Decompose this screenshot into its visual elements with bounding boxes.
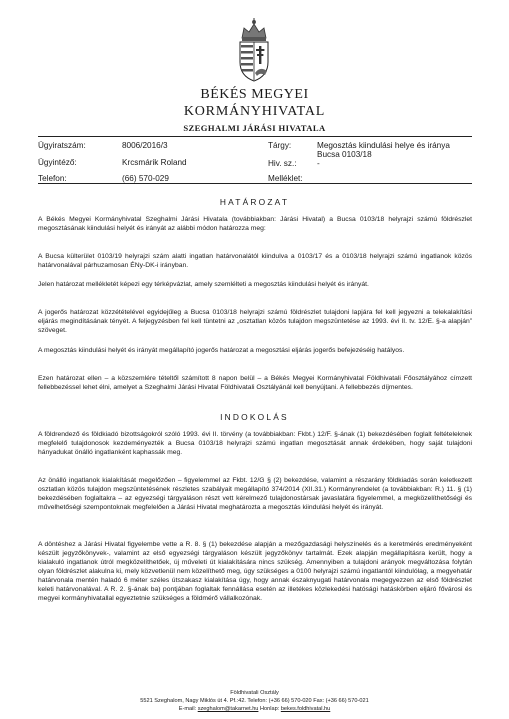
decision-paragraph-3: Jelen határozat mellékletét képezi egy térképvázlat, amely szemlélteti a megosztás kiindulási helyét és irányát. xyxy=(38,281,369,288)
footer-homepage-label: Honlap: xyxy=(258,706,281,712)
agency-name-line2: KORMÁNYHIVATAL xyxy=(183,104,326,119)
decision-heading: HATÁROZAT xyxy=(219,197,290,207)
hungarian-coat-of-arms-icon xyxy=(232,18,276,82)
justification-heading: INDOKOLÁS xyxy=(220,412,289,422)
office-name: SZEGHALMI JÁRÁSI HIVATALA xyxy=(183,123,326,133)
footer-homepage-link[interactable]: bekes.foldhivatal.hu xyxy=(280,706,331,712)
footer-address: 5521 Szeghalom, Nagy Miklós út 4. Pf.:42. Telefon: (+36 66) 570-020 Fax: (+36 66) 570-021 xyxy=(140,698,369,704)
administrator-label: Ügyintéző: xyxy=(38,158,77,167)
subject-label: Tárgy: xyxy=(268,141,292,150)
decision-paragraph-2: A Bucsa külterület 0103/19 helyrajzi szám alatti ingatlan határvonalától kiindulva a 0103/17 és a 0103/18 helyrajzi számú ingatlanok közös határvonalával párhuzamosan ÉNy-DK-i irányban. xyxy=(38,253,472,269)
case-number-value: 8006/2016/3 xyxy=(122,141,168,150)
justification-paragraph-2: Az önálló ingatlanok kialakítását megelőzően – figyelemmel az Fkbt. 12/G § (2) bekezdése, valamint a részarány földkiadás során keletkezett osztatlan közös tulajdon megszüntetésének részletes szabályait megállapító 374/2014 (XII.31.) Kormányrendelet (a továbbiakban: R.) 11. § (1) bekezdésében foglaltakra – az egyezségi tárgyaláson részt vett kérelmező tulajdonostársak javaslatára figyelemmel, a megközelíthetőségi és művelhetőségi szempontoknak megfelelően a Járási Hivatal meghatározta a megosztás kiindulási helyét és irányát. xyxy=(38,477,472,511)
justification-paragraph-3: A döntéshez a Járási Hivatal figyelembe vette a R. 8. § (1) bekezdése alapján a mezőgazdasági helyszínelés és a keretmérés eredményeként készült jegyzőkönyvek-, valamint az első egyezségi tárgyaláson készült jegyzőkönyv tartalmát. Ezek alapján megállapításra került, hogy a kialakuló ingatlanok útról megközelíthetőek, új műveleti út kialakítására nincs szükség. Amennyiben a tulajdoni arányok megváltozása folytán olyan földrészlet alakulna ki, mely közvetlenül nem közelíthető meg, úgy szükséges a 0100 helyrajzi számú ingatlantól kiindulólag, a megyehatár határvonala mentén haladó 6 méter széles útszakasz kialakítása úgy, hogy annak északnyugati határvonala megegyezzen az első földrészlet keleti határvonalával. A R. 2. §-ának ba) pontjában foglaltak fennállása esetén az illetékes közlekedési hatósági hatáskörben eljáró fővárosi és megyei kormányhivatallal egyeztetnie szükséges a földmérő vállalkozónak. xyxy=(38,541,472,602)
reference-number-value: - xyxy=(317,159,320,168)
justification-paragraph-1: A földrendező és földkiadó bizottságokról szóló 1993. évi II. törvény (a továbbiakban: Fkbt.) 12/F. §-ának (1) bekezdésében foglalt feltételeknek megfelelő tulajdonosok kezdeményezték a Bucsa 0103/18 helyrajzi számú ingatlan megosztását annak érdekében, hogy saját tulajdoni hányadukat önálló ingatlanként kaphassák meg. xyxy=(38,431,472,456)
footer-department: Földhivatali Osztály xyxy=(230,690,279,696)
agency-name-line1: BÉKÉS MEGYEI xyxy=(200,87,309,102)
subject-value-line1: Megosztás kiindulási helye és iránya xyxy=(317,141,450,150)
administrator-value: Krcsmárik Roland xyxy=(122,158,187,167)
case-number-label: Ügyiratszám: xyxy=(38,141,86,150)
reference-number-label: Hiv. sz.: xyxy=(268,159,297,168)
header-divider xyxy=(38,136,472,137)
decision-paragraph-6: Ezen határozat ellen – a közszemlére tételtől számított 8 napon belül – a Békés Megyei Kormányhivatal Földhivatali Főosztályához címzett fellebbezéssel lehet élni, amelyet a Szeghalmi Járási Hivatal Földhivatali Osztályánál kell benyújtani. A fellebbezés díjmentes. xyxy=(38,375,472,391)
footer-email-label: E-mail: xyxy=(178,706,198,712)
decision-paragraph-5: A megosztás kiindulási helyét és irányát megállapító jogerős határozat a megosztási eljárás jogerős befejezéséig hatályos. xyxy=(38,347,405,354)
decision-paragraph-4: A jogerős határozat közzétételével egyidejűleg a Bucsa 0103/18 helyrajzi számú földrészlet tulajdoni lapjára fel kell jegyezni a telekalakítási eljárás megindításának tényét. A feljegyzésben fel kell tüntetni az „osztatlan közös tulajdon megszüntetése az 1993. évi II. tv. 12/E. §-a alapján” szöveget. xyxy=(38,309,472,334)
phone-label: Telefon: xyxy=(38,174,67,183)
phone-value: (66) 570-029 xyxy=(122,174,169,183)
attachment-label: Melléklet: xyxy=(268,174,303,183)
subject-value-line2: Bucsa 0103/18 xyxy=(317,150,372,159)
footer-email-link[interactable]: szeghalom@takarnet.hu xyxy=(197,706,259,712)
footer-contact xyxy=(0,705,509,713)
meta-divider xyxy=(38,183,472,184)
decision-paragraph-1: A Békés Megyei Kormányhivatal Szeghalmi Járási Hivatala (továbbiakban: Járási Hivatal) a Bucsa 0103/18 helyrajzi számú földrészlet megosztásának kiindulási helyét és irányát az alábbi módon határozza meg: xyxy=(38,216,472,232)
